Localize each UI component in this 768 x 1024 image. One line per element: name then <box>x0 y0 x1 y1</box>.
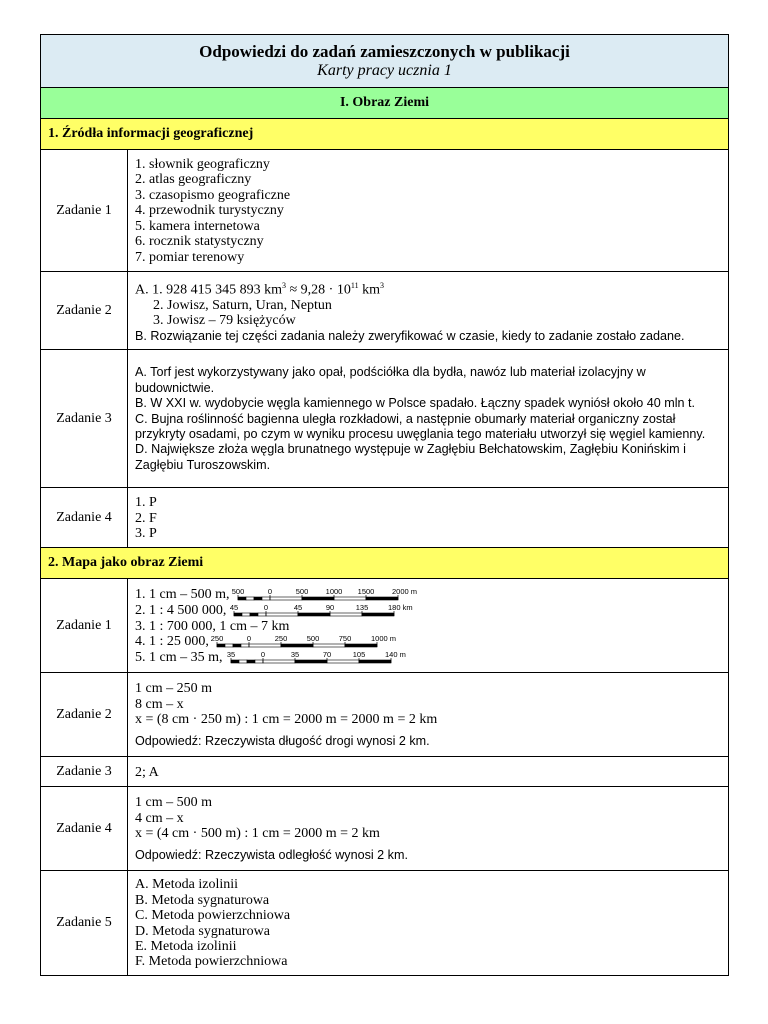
task-answer <box>128 787 729 871</box>
scale-segment <box>241 644 249 647</box>
scale-segment <box>313 644 345 647</box>
answer-line: 1. słownik geograficzny <box>135 157 270 173</box>
answer-line <box>135 650 721 666</box>
answer-line: C. Metoda powierzchniowa <box>135 908 291 924</box>
answer-conclusion: Odpowiedź: Rzeczywista długość drogi wynosi 2 km. <box>135 733 430 748</box>
scale-segment <box>254 597 262 600</box>
answer-line: x = (4 cm · 500 m) : 1 cm = 2000 m = 2 km <box>135 826 380 842</box>
answer-line: 7. pomiar terenowy <box>135 249 245 265</box>
answer-line: 3. Jowisz – 79 księżyców <box>153 313 296 329</box>
task-label: Zadanie 2 <box>41 673 128 757</box>
scale-tick-label: 0 <box>246 633 251 643</box>
answer-conclusion: Odpowiedź: Rzeczywista odległość wynosi 2 km. <box>135 847 408 862</box>
answer-line: D. Metoda sygnaturowa <box>135 923 270 939</box>
task-row <box>41 579 729 673</box>
scale-tick-label: 140 m <box>384 649 406 659</box>
task-label: Zadanie 1 <box>41 579 128 673</box>
document-title: Odpowiedzi do zadań zamieszczonych w publikacji <box>199 42 570 61</box>
scale-tick-label: 45 <box>230 602 239 612</box>
answer-fragment: ≈ 9,28 · 10 <box>286 282 351 298</box>
answer-text: 3. 1 : 700 000, 1 cm – 7 km <box>135 618 290 634</box>
answer-line: 4 cm – x <box>135 810 184 826</box>
scale-tick-label: 45 <box>294 602 303 612</box>
scale-segment <box>302 597 334 600</box>
header-cell <box>41 35 729 88</box>
scale-tick-label: 2000 m <box>391 586 417 596</box>
scale-segment <box>255 660 263 663</box>
scale-segment <box>249 644 281 647</box>
answer-line: 2. atlas geograficzny <box>135 172 252 188</box>
scale-segment <box>359 660 391 663</box>
task-answer <box>128 350 729 488</box>
task-answer <box>128 871 729 975</box>
answer-line: C. Bujna roślinność bagienna uległa rozkładowi, a następnie obumarły materiał organiczny został przykryty osadami, po czym w wyniku procesu uwęglania tego materiału utworzył się węgiel kamienny. <box>135 411 706 441</box>
scale-tick-label: 1000 m <box>370 633 396 643</box>
part-heading: I. Obraz Ziemi <box>41 88 729 119</box>
answer-line: 1. P <box>135 495 157 511</box>
scale-bar <box>230 603 430 619</box>
answer-line: A. Metoda izolinii <box>135 877 239 893</box>
scale-tick-label: 500 <box>231 586 244 596</box>
part-row <box>41 88 729 119</box>
task-row <box>41 871 729 975</box>
scale-tick-label: 250 <box>274 633 288 643</box>
scale-segment <box>262 597 270 600</box>
superscript: 11 <box>350 281 359 290</box>
scale-segment <box>330 613 362 616</box>
answer-line: D. Największe złoża węgla brunatnego występuje w Zagłębiu Bełchatowskim, Zagłębiu Konińskim i Zagłębiu Turoszowskim. <box>135 442 686 472</box>
answer-line: 1 cm – 500 m <box>135 795 212 811</box>
task-answer <box>128 150 729 272</box>
scale-segment <box>233 644 241 647</box>
task-label: Zadanie 2 <box>41 272 128 350</box>
task-answer: 2; A <box>128 757 729 787</box>
scale-bar <box>210 633 413 650</box>
scale-segment <box>242 613 250 616</box>
scale-segment <box>250 613 258 616</box>
scale-segment <box>225 644 233 647</box>
task-row <box>41 488 729 548</box>
scale-segment <box>247 660 255 663</box>
scale-segment <box>362 613 394 616</box>
answer-line <box>135 634 721 650</box>
answer-text: 1. 1 cm – 500 m, <box>135 586 230 602</box>
answer-line: 4. przewodnik turystyczny <box>135 203 284 219</box>
section-row <box>41 119 729 150</box>
answer-line: F. Metoda powierzchniowa <box>135 954 288 970</box>
task-row <box>41 673 729 757</box>
answer-line: 3. P <box>135 525 157 541</box>
scale-segment <box>270 597 302 600</box>
answer-line: E. Metoda izolinii <box>135 938 237 954</box>
header-row <box>41 35 729 88</box>
scale-segment <box>234 613 242 616</box>
scale-tick-label: 0 <box>264 602 269 612</box>
scale-bar <box>227 650 427 666</box>
answer-line: 5. kamera internetowa <box>135 218 260 234</box>
answer-line: 3. czasopismo geograficzne <box>135 187 291 203</box>
scale-tick-label: 250 <box>210 633 224 643</box>
task-label: Zadanie 1 <box>41 150 128 272</box>
scale-segment <box>334 597 366 600</box>
scale-segment <box>238 597 246 600</box>
scale-segment <box>217 644 225 647</box>
scale-tick-label: 70 <box>322 649 331 659</box>
scale-tick-label: 105 <box>352 649 365 659</box>
answer-line <box>135 587 721 603</box>
task-row <box>41 787 729 871</box>
answer-line <box>135 619 721 634</box>
scale-segment <box>295 660 327 663</box>
task-label: Zadanie 5 <box>41 871 128 975</box>
answer-fragment: km <box>358 282 380 298</box>
scale-tick-label: 0 <box>260 649 265 659</box>
task-label: Zadanie 4 <box>41 488 128 548</box>
scale-tick-label: 0 <box>267 586 272 596</box>
task-label: Zadanie 3 <box>41 350 128 488</box>
scale-tick-label: 1500 <box>357 586 374 596</box>
task-label: Zadanie 3 <box>41 757 128 787</box>
answer-text: 4. 1 : 25 000, <box>135 634 209 650</box>
answer-line: B. Rozwiązanie tej części zadania należy zweryfikować w czasie, kiedy to zadanie zostało zadane. <box>135 328 685 343</box>
scale-tick-label: 180 km <box>388 602 413 612</box>
scale-tick-label: 500 <box>306 633 320 643</box>
scale-tick-label: 90 <box>326 602 335 612</box>
scale-segment <box>266 613 298 616</box>
answer-line: A. Torf jest wykorzystywany jako opał, podściółka dla bydła, nawóz lub materiał izolacyjny w budownictwie. <box>135 365 646 395</box>
section-heading-2: 2. Mapa jako obraz Ziemi <box>41 548 729 579</box>
answer-fragment: A. 1. 928 415 345 893 km <box>135 282 282 298</box>
task-answer <box>128 488 729 548</box>
answer-line <box>135 603 721 619</box>
scale-tick-label: 500 <box>295 586 308 596</box>
task-row <box>41 272 729 350</box>
task-label: Zadanie 4 <box>41 787 128 871</box>
scale-segment <box>327 660 359 663</box>
task-row <box>41 150 729 272</box>
scale-tick-label: 35 <box>290 649 299 659</box>
answer-text: 2. 1 : 4 500 000, <box>135 602 227 618</box>
task-row <box>41 757 729 787</box>
task-row <box>41 350 729 488</box>
answer-line: B. Metoda sygnaturowa <box>135 892 270 908</box>
answer-line: 8 cm – x <box>135 696 184 712</box>
answer-text: 5. 1 cm – 35 m, <box>135 650 223 666</box>
scale-bar <box>231 586 434 603</box>
answer-line: B. W XXI w. wydobycie węgla kamiennego w Polsce spadało. Łączny spadek wyniósł około 40 mln t. <box>135 396 696 411</box>
section-heading-1: 1. Źródła informacji geograficznej <box>41 119 729 150</box>
scale-segment <box>298 613 330 616</box>
scale-segment <box>263 660 295 663</box>
document-subtitle: Karty pracy ucznia 1 <box>317 62 452 79</box>
superscript: 3 <box>379 281 384 290</box>
scale-tick-label: 750 <box>338 633 352 643</box>
section-row <box>41 548 729 579</box>
task-answer <box>128 673 729 757</box>
scale-segment <box>231 660 239 663</box>
scale-tick-label: 35 <box>226 649 235 659</box>
scale-segment <box>366 597 398 600</box>
answer-line: 2. F <box>135 510 157 526</box>
answer-line <box>135 278 721 298</box>
scale-segment <box>246 597 254 600</box>
superscript: 3 <box>282 281 286 290</box>
answer-line: 2. Jowisz, Saturn, Uran, Neptun <box>153 298 332 314</box>
scale-tick-label: 135 <box>356 602 369 612</box>
answer-line: x = (8 cm · 250 m) : 1 cm = 2000 m = 2000 m = 2 km <box>135 712 438 728</box>
scale-segment <box>345 644 377 647</box>
task-answer <box>128 272 729 350</box>
scale-segment <box>239 660 247 663</box>
scale-segment <box>258 613 266 616</box>
scale-segment <box>281 644 313 647</box>
answer-line: 1 cm – 250 m <box>135 681 212 697</box>
answer-line: 6. rocznik statystyczny <box>135 234 264 250</box>
answers-table <box>40 34 729 976</box>
scale-tick-label: 1000 <box>325 586 342 596</box>
task-answer <box>128 579 729 673</box>
